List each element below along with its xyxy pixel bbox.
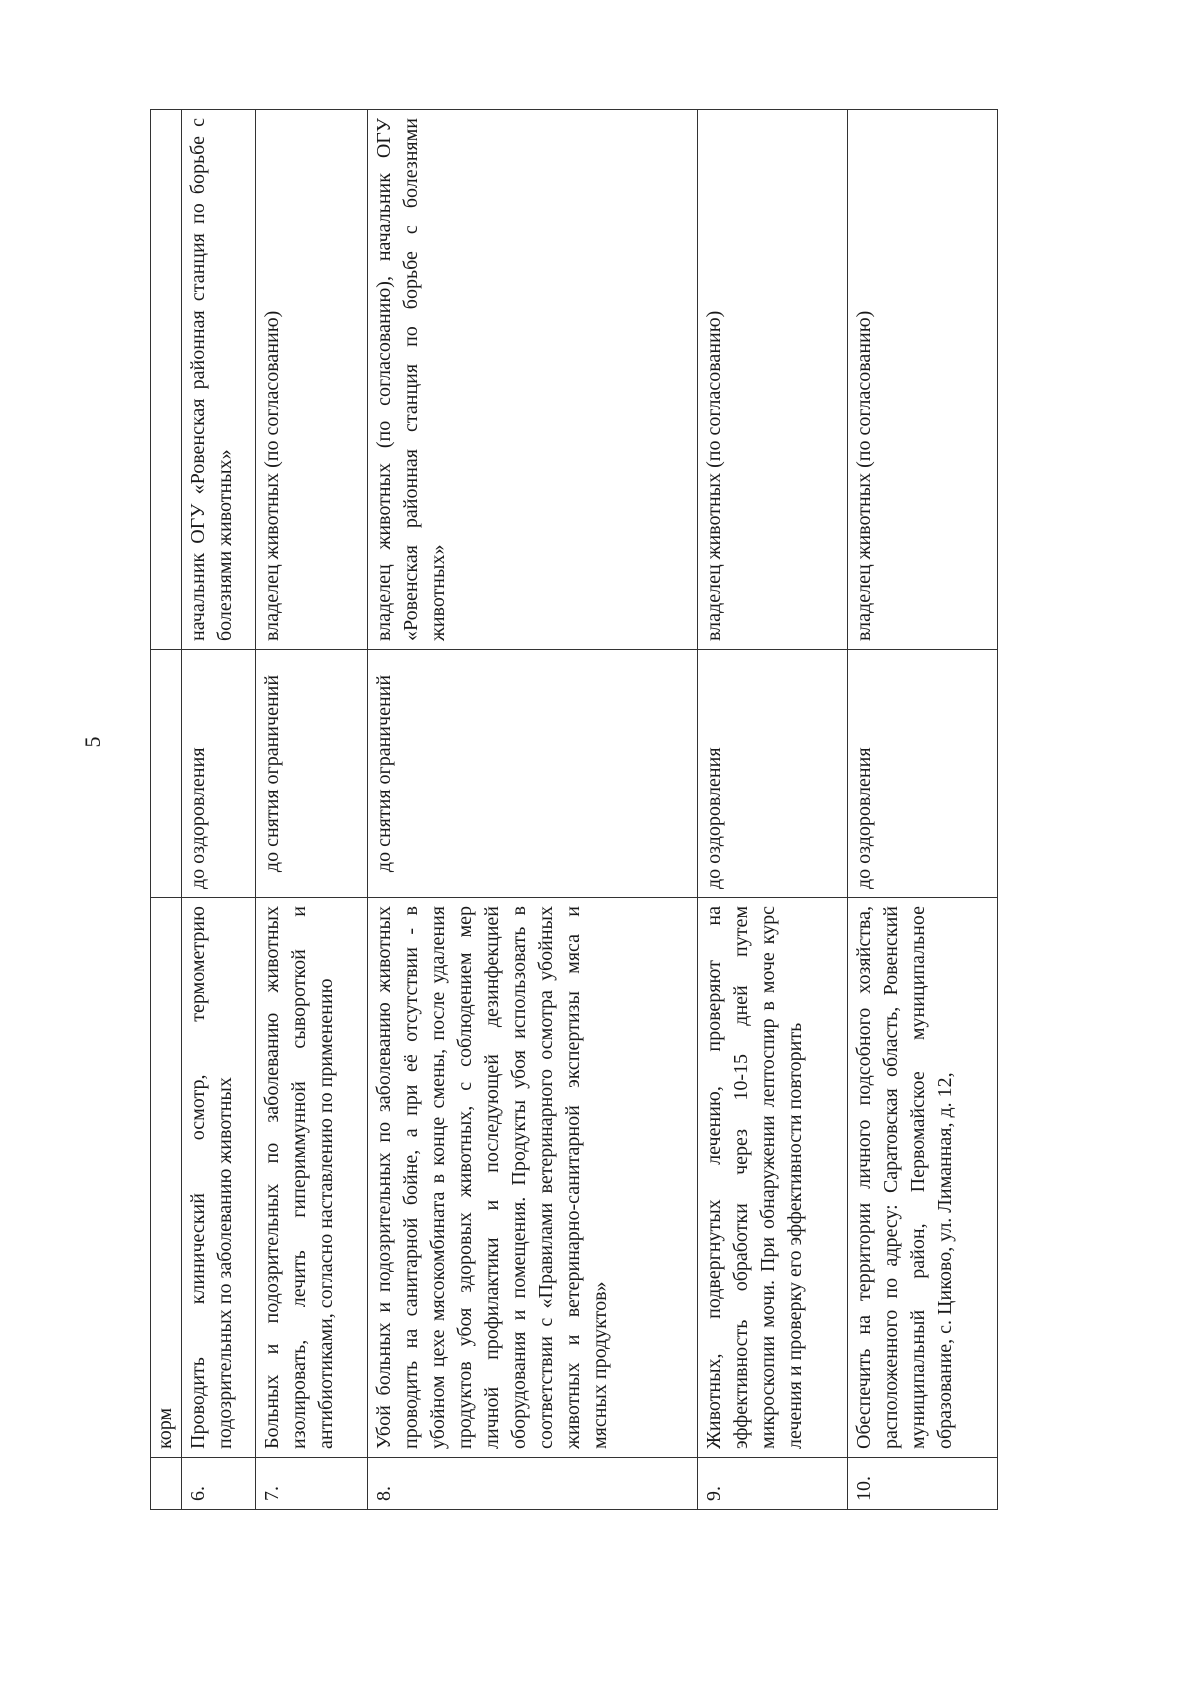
- table-row: [848, 110, 998, 1510]
- row-measure: Убой больных и подозрительных по заболеванию животных проводить на санитарной бойне, а при её отсутствии - в убойном цехе мясокомбината в конце смены, после удаления продуктов убоя здоровых животных, с соблюдением мер личной профилактики и последующей дезинфекцией оборудования и помещения. Продукты убоя использовать в соответствии с «Правилами ветеринарного осмотра убойных животных и ветеринарно-санитарной экспертизы мяса и мясных продуктов»: [368, 898, 698, 1458]
- row-number: 9.: [698, 1458, 848, 1510]
- row-measure: Больных и подозрительных по заболеванию животных изолировать, лечить гипериммунной сывороткой и антибиотиками, согласно наставлению по применению: [256, 898, 368, 1458]
- row-term: до снятия ограничений: [368, 650, 698, 898]
- header-num-cell: [151, 1458, 182, 1510]
- header-responsible-cell: [151, 110, 182, 650]
- row-measure: Животных, подвергнутых лечению, проверяют на эффективность обработки через 10-15 дней путем микроскопии мочи. При обнаружении лептоспир в моче курс лечения и проверку его эффективности повторить: [698, 898, 848, 1458]
- row-number: 6.: [182, 1458, 256, 1510]
- row-number: 7.: [256, 1458, 368, 1510]
- page-number: 5: [80, 736, 105, 748]
- table-row: [368, 110, 698, 1510]
- rotated-table-container: [150, 110, 1110, 1510]
- row-term: до оздоровления: [848, 650, 998, 898]
- table-row: [256, 110, 368, 1510]
- row-measure: Обеспечить на территории личного подсобного хозяйства, расположенного по адресу: Саратовская область, Ровенский муниципальный район, Первомайское муниципальное образование, с. Циково, ул. Лиманная, д. 12,: [848, 898, 998, 1458]
- row-responsible: владелец животных (по согласованию): [848, 110, 998, 650]
- table-header-row: [151, 110, 182, 1510]
- row-measure: Проводить клинический осмотр, термометрию подозрительных по заболеванию животных: [182, 898, 256, 1458]
- row-responsible: начальник ОГУ «Ровенская районная станция по борьбе с болезнями животных»: [182, 110, 256, 650]
- table-row: [182, 110, 256, 1510]
- header-term-cell: [151, 650, 182, 898]
- row-number: 8.: [368, 1458, 698, 1510]
- row-number: 10.: [848, 1458, 998, 1510]
- header-measure-cell: корм: [151, 898, 182, 1458]
- measures-table: [150, 109, 998, 1510]
- row-term: до оздоровления: [698, 650, 848, 898]
- row-responsible: владелец животных (по согласованию): [698, 110, 848, 650]
- row-responsible: владелец животных (по согласованию), начальник ОГУ «Ровенская районная станция по борьбе с болезнями животных»: [368, 110, 698, 650]
- table-row: [698, 110, 848, 1510]
- row-term: до снятия ограничений: [256, 650, 368, 898]
- row-responsible: владелец животных (по согласованию): [256, 110, 368, 650]
- row-term: до оздоровления: [182, 650, 256, 898]
